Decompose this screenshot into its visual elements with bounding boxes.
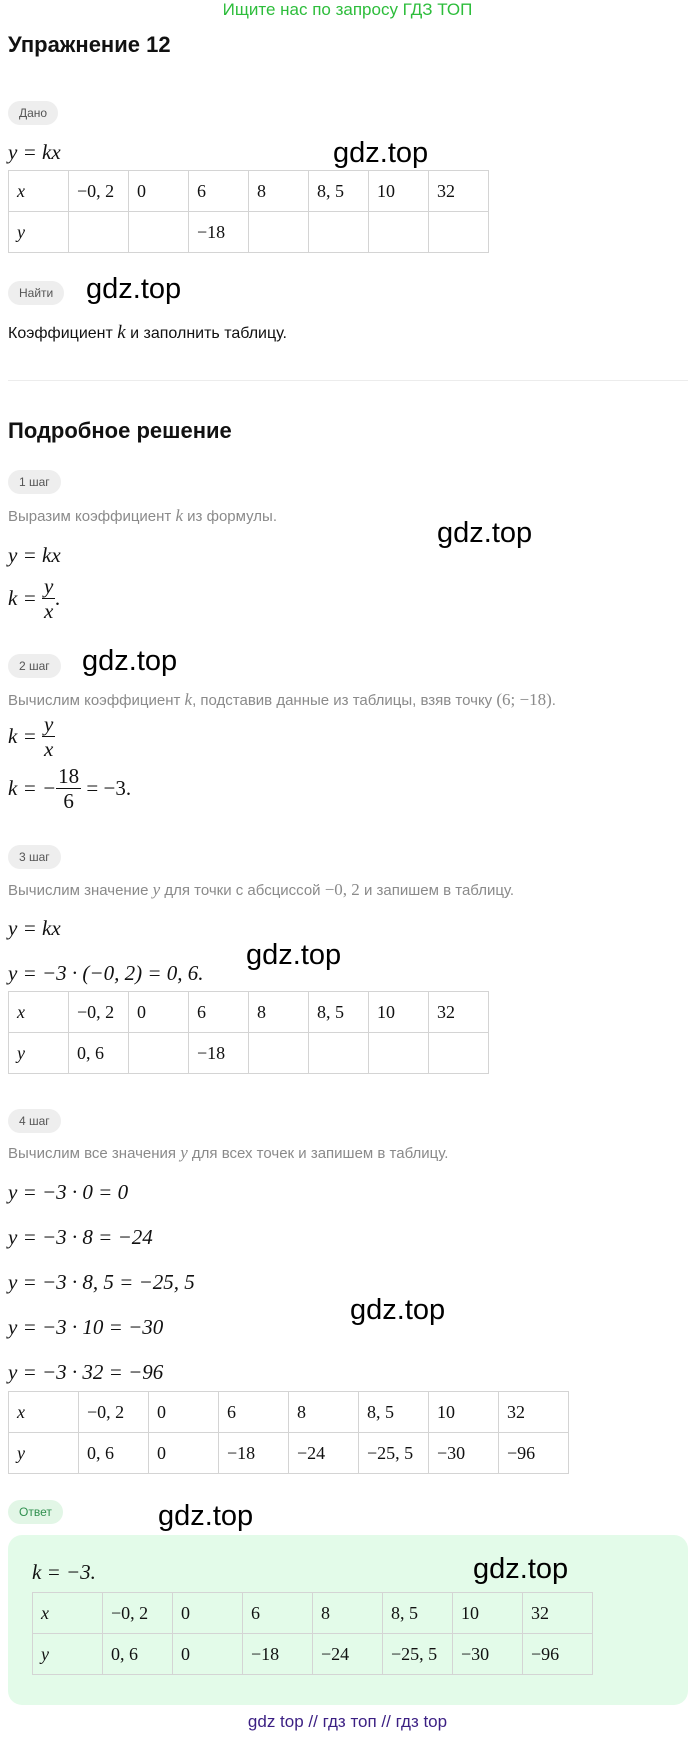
step1-desc: Выразим коэффициент k из формулы.	[8, 506, 277, 525]
table-cell: −96	[523, 1634, 593, 1675]
table-cell: −0, 2	[69, 171, 129, 212]
table-row	[9, 212, 489, 253]
table-row	[9, 1392, 569, 1433]
table-cell: −24	[289, 1433, 359, 1474]
table-cell: 0	[129, 171, 189, 212]
fraction: $\frac{18}{6}$	[58, 764, 80, 813]
table-cell: 8	[289, 1392, 359, 1433]
table-cell: −30	[453, 1634, 523, 1675]
table-cell	[429, 212, 489, 253]
watermark: gdz.top	[158, 1500, 254, 1532]
table-cell: −24	[313, 1634, 383, 1675]
table-row	[9, 1033, 489, 1074]
step4-table	[8, 1391, 569, 1474]
step3-table	[8, 991, 489, 1074]
table-cell: −25, 5	[359, 1433, 429, 1474]
table-cell: 0	[149, 1433, 219, 1474]
table-cell: 0, 6	[69, 1033, 129, 1074]
step2-eq1: k = $\frac{y}{x}$	[8, 712, 54, 761]
table-cell	[369, 212, 429, 253]
table-cell: 32	[429, 992, 489, 1033]
step3-desc: Вычислим значение y для точки с абсциссой −0, 2 и запишем в таблицу.	[8, 880, 515, 899]
table-cell: 8	[313, 1593, 383, 1634]
table-cell	[309, 1033, 369, 1074]
table-cell: 0, 6	[103, 1634, 173, 1675]
table-row	[9, 1433, 569, 1474]
given-formula: y = kx	[8, 140, 61, 164]
table-cell: −0, 2	[103, 1593, 173, 1634]
find-text: Коэффициент k и заполнить таблицу.	[8, 322, 287, 343]
table-cell: 8	[249, 171, 309, 212]
table-cell: 10	[429, 1392, 499, 1433]
table-cell: 0	[173, 1634, 243, 1675]
table-cell: x	[33, 1593, 103, 1634]
table-cell: 32	[499, 1392, 569, 1433]
watermark: gdz.top	[86, 273, 182, 305]
find-pill: Найти	[8, 281, 64, 305]
watermark: gdz.top	[333, 137, 429, 169]
table-cell: 6	[219, 1392, 289, 1433]
table-cell: −0, 2	[79, 1392, 149, 1433]
top-banner[interactable]: Ищите нас по запросу ГДЗ ТОП	[222, 0, 473, 19]
table-cell: −96	[499, 1433, 569, 1474]
step4-eq: y = −3 · 8, 5 = −25, 5	[8, 1270, 195, 1294]
step4-pill: 4 шаг	[8, 1109, 61, 1133]
table-cell: x	[9, 992, 69, 1033]
table-cell: −30	[429, 1433, 499, 1474]
table-cell	[429, 1033, 489, 1074]
table-cell	[369, 1033, 429, 1074]
table-cell: 8	[249, 992, 309, 1033]
table-row	[33, 1593, 593, 1634]
table-cell: 32	[523, 1593, 593, 1634]
table-cell: 0	[173, 1593, 243, 1634]
table-cell: −25, 5	[383, 1634, 453, 1675]
watermark: gdz.top	[473, 1553, 569, 1585]
solution-title: Подробное решение	[8, 418, 232, 443]
table-cell: y	[9, 1033, 69, 1074]
table-cell: 8, 5	[309, 992, 369, 1033]
step4-eq: y = −3 · 32 = −96	[8, 1360, 164, 1384]
table-row	[33, 1634, 593, 1675]
step2-desc: Вычислим коэффициент k, подставив данные из таблицы, взяв точку (6; −18).	[8, 690, 556, 709]
watermark: gdz.top	[82, 645, 178, 677]
step4-eq: y = −3 · 0 = 0	[8, 1180, 129, 1204]
table-cell: 6	[243, 1593, 313, 1634]
fraction: $\frac{y}{x}$	[44, 574, 54, 623]
watermark: gdz.top	[437, 517, 533, 549]
table-cell: 8, 5	[383, 1593, 453, 1634]
table-cell: −18	[189, 1033, 249, 1074]
step4-desc: Вычислим все значения y для всех точек и запишем в таблицу.	[8, 1143, 449, 1162]
table-cell: y	[9, 1433, 79, 1474]
table-cell: 0, 6	[79, 1433, 149, 1474]
answer-pill: Ответ	[8, 1500, 63, 1524]
watermark: gdz.top	[246, 939, 342, 971]
table-cell: −18	[189, 212, 249, 253]
given-table	[8, 170, 489, 253]
table-cell	[129, 1033, 189, 1074]
fraction: $\frac{y}{x}$	[44, 712, 54, 761]
table-cell: 0	[149, 1392, 219, 1433]
table-cell: −18	[243, 1634, 313, 1675]
step2-pill: 2 шаг	[8, 654, 61, 678]
step3-pill: 3 шаг	[8, 845, 61, 869]
table-row	[9, 171, 489, 212]
table-cell: y	[9, 212, 69, 253]
table-cell	[309, 212, 369, 253]
step4-eq: y = −3 · 10 = −30	[8, 1315, 164, 1339]
table-cell: 10	[453, 1593, 523, 1634]
given-pill: Дано	[8, 101, 58, 125]
step3-eq1: y = kx	[8, 916, 61, 940]
watermark: gdz.top	[350, 1294, 446, 1326]
table-cell: 6	[189, 171, 249, 212]
step3-eq2: y = −3 · (−0, 2) = 0, 6.	[8, 961, 204, 985]
footer-links[interactable]: gdz top // гдз топ // гдз top	[247, 1712, 448, 1731]
table-cell: 10	[369, 171, 429, 212]
answer-k: k = −3.	[32, 1560, 96, 1584]
table-cell: −0, 2	[69, 992, 129, 1033]
table-cell: x	[9, 1392, 79, 1433]
table-cell: y	[33, 1634, 103, 1675]
step1-eq1: y = kx	[8, 543, 61, 567]
step1-eq2: k = $\frac{y}{x}$ .	[8, 574, 61, 623]
table-cell: −18	[219, 1433, 289, 1474]
table-cell	[129, 212, 189, 253]
step2-eq2: k = − $\frac{18}{6}$ = −3.	[8, 764, 132, 813]
table-cell	[249, 212, 309, 253]
exercise-title: Упражнение 12	[8, 32, 171, 57]
table-row	[9, 992, 489, 1033]
table-cell: 10	[369, 992, 429, 1033]
divider	[8, 380, 688, 381]
table-cell: 8, 5	[309, 171, 369, 212]
table-cell	[69, 212, 129, 253]
table-cell: 8, 5	[359, 1392, 429, 1433]
table-cell: 6	[189, 992, 249, 1033]
step4-eq: y = −3 · 8 = −24	[8, 1225, 153, 1249]
table-cell: x	[9, 171, 69, 212]
table-cell: 0	[129, 992, 189, 1033]
table-cell: 32	[429, 171, 489, 212]
step1-pill: 1 шаг	[8, 470, 61, 494]
answer-table	[32, 1592, 593, 1675]
table-cell	[249, 1033, 309, 1074]
